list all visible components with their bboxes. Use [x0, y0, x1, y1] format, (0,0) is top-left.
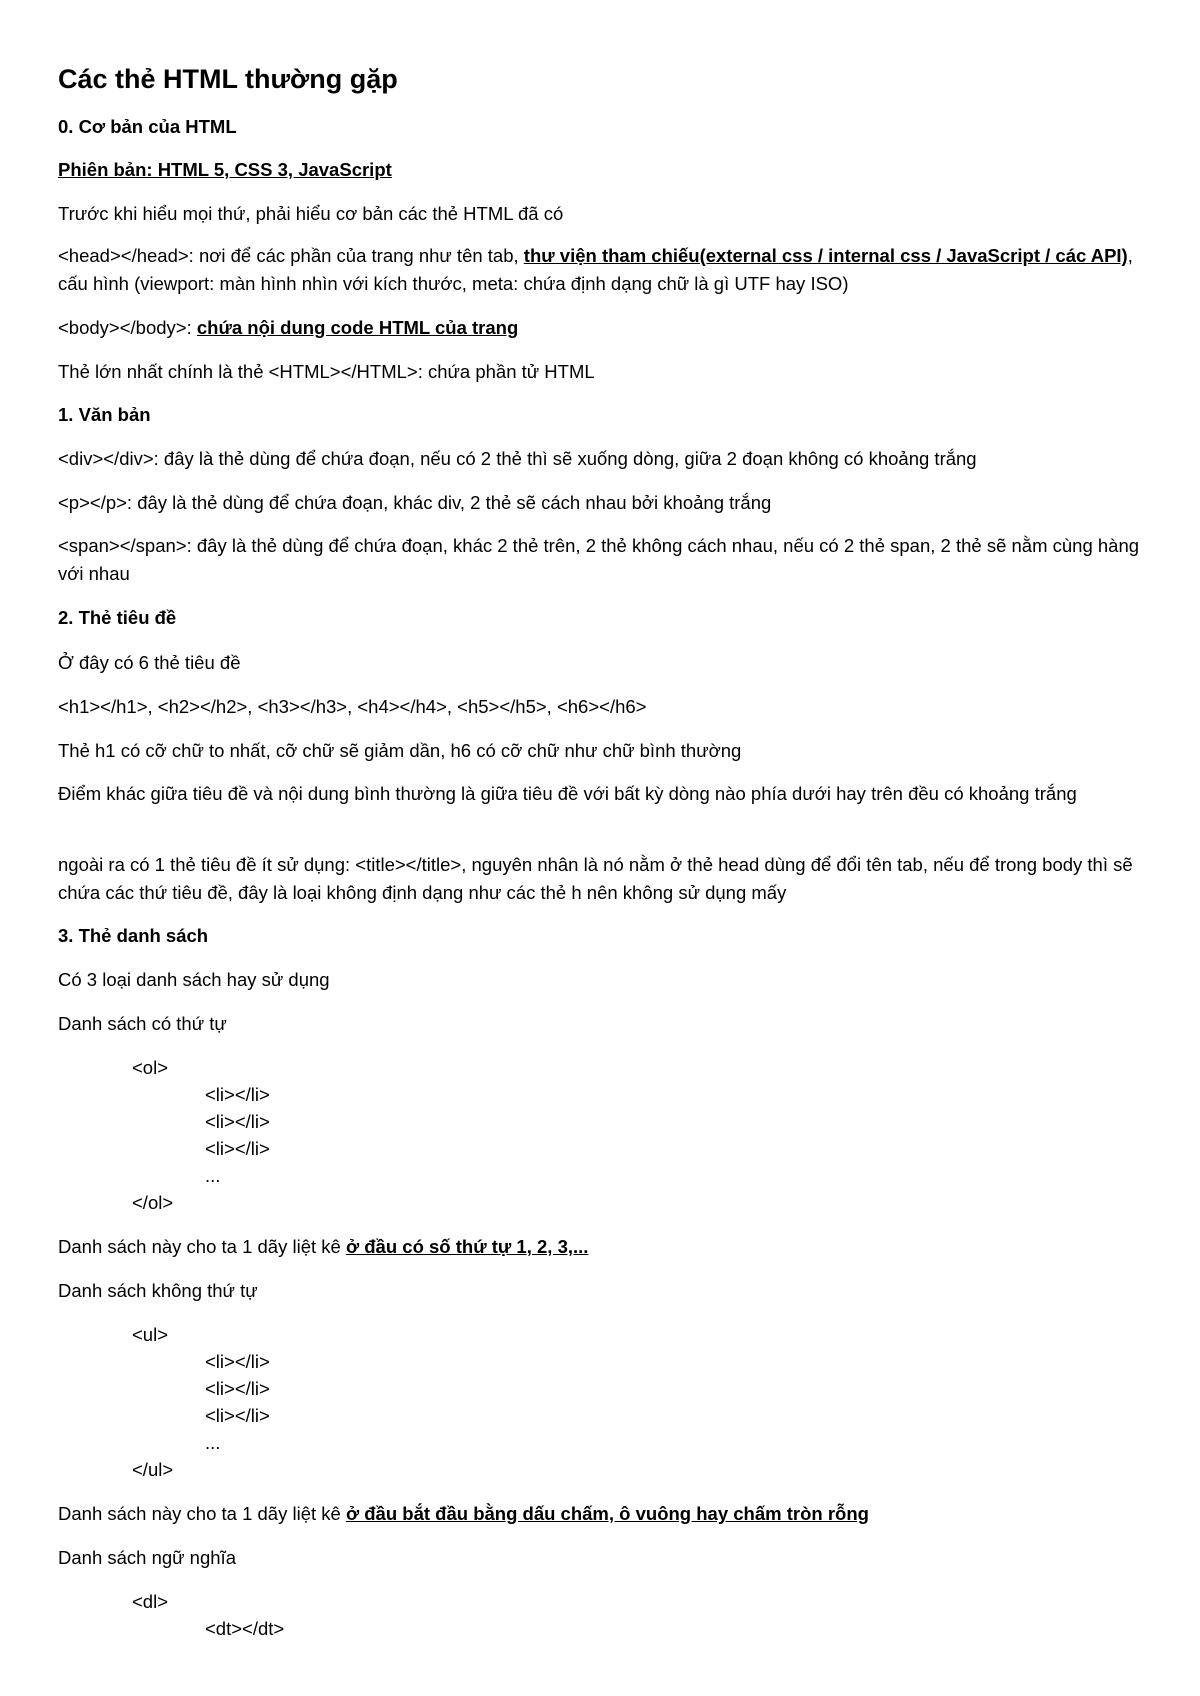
- semantic-list-label: Danh sách ngữ nghĩa: [58, 1547, 236, 1568]
- ul-desc-emphasis: ở đầu bắt đầu bằng dấu chấm, ô vuông hay chấm tròn rỗng: [345, 1503, 869, 1524]
- three-lists-line: Có 3 loại danh sách hay sử dụng: [58, 969, 330, 990]
- title-tag-paragraph: ngoài ra có 1 thẻ tiêu đề ít sử dụng: <title></title>, nguyên nhân là nó nằm ở thẻ head dùng để đổi tên tab, nếu để trong body thì sẽ chứa các thứ tiêu đề, đây là loại không định dạng như các thẻ h nên không sử dụng mấy: [58, 854, 1133, 903]
- section-3-heading: 3. Thẻ danh sách: [58, 925, 209, 946]
- ul-li-tag-2: <li></li>: [205, 1378, 270, 1399]
- unordered-list-label: Danh sách không thứ tự: [58, 1280, 258, 1301]
- heading-size-line: Thẻ h1 có cỡ chữ to nhất, cỡ chữ sẽ giảm dần, h6 có cỡ chữ như chữ bình thường: [58, 740, 742, 761]
- body-tag-paragraph: [58, 314, 1158, 342]
- ol-li-tag-1: <li></li>: [205, 1084, 270, 1105]
- ordered-list-label: Danh sách có thứ tự: [58, 1013, 227, 1034]
- six-headings-line: Ở đây có 6 thẻ tiêu đề: [58, 652, 241, 673]
- ol-open-tag: <ol>: [132, 1057, 169, 1078]
- ul-li-tag-3: <li></li>: [205, 1405, 270, 1426]
- div-tag-line: <div></div>: đây là thẻ dùng để chứa đoạn, nếu có 2 thẻ thì sẽ xuống dòng, giữa 2 đoạn không có khoảng trắng: [58, 448, 977, 469]
- p-tag-line: <p></p>: đây là thẻ dùng để chứa đoạn, khác div, 2 thẻ sẽ cách nhau bởi khoảng trắng: [58, 492, 772, 513]
- dl-open-tag: <dl>: [132, 1591, 169, 1612]
- ol-li-tag-3: <li></li>: [205, 1138, 270, 1159]
- ol-close-tag: </ol>: [132, 1192, 174, 1213]
- span-tag-paragraph: <span></span>: đây là thẻ dùng để chứa đoạn, khác 2 thẻ trên, 2 thẻ không cách nhau, nếu có 2 thẻ span, 2 thẻ sẽ nằm cùng hàng với nhau: [58, 535, 1140, 584]
- unordered-list-description: [58, 1500, 1158, 1528]
- ul-open-tag: <ul>: [132, 1324, 169, 1345]
- ol-ellipsis: ...: [205, 1165, 221, 1186]
- section-0-heading: 0. Cơ bản của HTML: [58, 116, 237, 137]
- intro-line: Trước khi hiểu mọi thứ, phải hiểu cơ bản các thẻ HTML đã có: [58, 203, 564, 224]
- body-tag-emphasis: chứa nội dung code HTML của trang: [196, 317, 519, 338]
- version-line: Phiên bản: HTML 5, CSS 3, JavaScript: [58, 159, 392, 180]
- section-1-heading: 1. Văn bản: [58, 404, 151, 425]
- section-2-heading: 2. Thẻ tiêu đề: [58, 607, 177, 628]
- head-tag-rest: , cấu hình (viewport: màn hình nhìn với kích thước, meta: chứa định dạng chữ là gì UTF hay ISO): [58, 245, 1133, 294]
- html-tag-line: Thẻ lớn nhất chính là thẻ <HTML></HTML>: chứa phần tử HTML: [58, 361, 595, 382]
- heading-difference-paragraph: Điểm khác giữa tiêu đề và nội dung bình thường là giữa tiêu đề với bất kỳ dòng nào phía dưới hay trên đều có khoảng trắng: [58, 783, 1077, 804]
- dt-tag: <dt></dt>: [205, 1618, 285, 1639]
- head-tag-emphasis: thư viện tham chiếu(external css / internal css / JavaScript / các API): [523, 245, 1128, 266]
- ol-desc-text: Danh sách này cho ta 1 dãy liệt kê: [58, 1236, 346, 1257]
- heading-tags-line: <h1></h1>, <h2></h2>, <h3></h3>, <h4></h4>, <h5></h5>, <h6></h6>: [58, 696, 647, 717]
- document-title: Các thẻ HTML thường gặp: [58, 64, 398, 94]
- ol-desc-emphasis: ở đầu có số thứ tự 1, 2, 3,...: [345, 1236, 589, 1257]
- ordered-list-description: [58, 1233, 1158, 1261]
- ul-close-tag: </ul>: [132, 1459, 174, 1480]
- head-tag-paragraph: [58, 242, 1158, 298]
- ul-ellipsis: ...: [205, 1432, 221, 1453]
- ul-desc-text: Danh sách này cho ta 1 dãy liệt kê: [58, 1503, 346, 1524]
- ul-li-tag-1: <li></li>: [205, 1351, 270, 1372]
- head-tag-text: <head></head>: nơi để các phần của trang như tên tab,: [58, 245, 524, 266]
- ol-li-tag-2: <li></li>: [205, 1111, 270, 1132]
- body-tag-text: <body></body>:: [58, 317, 197, 338]
